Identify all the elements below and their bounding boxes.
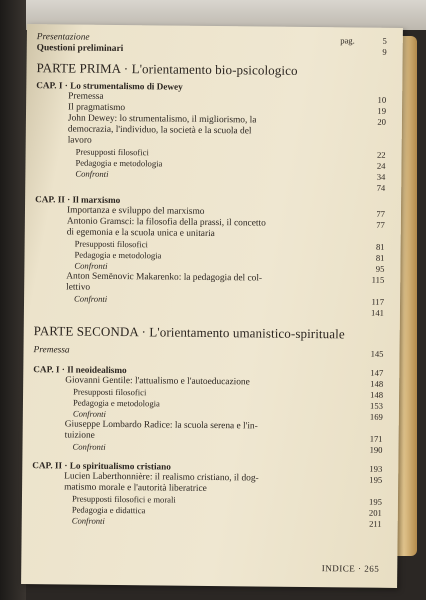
toc-entry-title: Confronti: [75, 168, 109, 179]
toc-entry-title: lavoro: [67, 135, 92, 146]
toc-page-number: 34: [376, 171, 386, 182]
toc-page-number: 148: [370, 378, 384, 389]
toc-entry-title: John Dewey: lo strumentalismo, il migliorismo, la: [67, 113, 257, 126]
toc-entry: [34, 304, 384, 319]
part-heading: [36, 60, 386, 80]
toc-entry-title: Anton Semënovic Makarenko: la pedagogia del col-: [66, 271, 263, 284]
toc-entry-title: Presupposti filosofici e morali: [71, 493, 176, 505]
toc-page-number: 148: [370, 389, 384, 400]
toc-entry-title: Confronti: [74, 260, 108, 271]
toc-entry: [37, 43, 387, 58]
toc-page-number: 5: [382, 35, 387, 46]
toc-entry-title: CAP. II · Il marxismo: [35, 194, 121, 206]
toc-entry-title: Antonio Gramsci: la filosofia della prassi, il concetto: [66, 216, 266, 229]
table-of-contents: [32, 28, 387, 530]
toc-entry-title: Premessa: [33, 345, 70, 356]
toc-entry-title: PARTE PRIMA · L'orientamento bio-psicologico: [36, 60, 298, 78]
toc-entry-title: Confronti: [71, 515, 105, 526]
toc-entry-title: PARTE SECONDA · L'orientamento umanistico-spirituale: [33, 323, 345, 342]
toc-page-number: 190: [369, 444, 383, 455]
toc-page-number: 24: [376, 160, 386, 171]
toc-page-number: 115: [371, 274, 385, 285]
toc-entry-title: Pedagogia e didattica: [71, 504, 146, 516]
toc-page-number: 153: [370, 400, 384, 411]
toc-page-number: 74: [376, 182, 386, 193]
toc-entry: [33, 345, 383, 360]
toc-page-number: 171: [369, 433, 383, 444]
toc-entry-title: Pedagogia e metodologia: [75, 157, 163, 169]
toc-page-number: 169: [369, 411, 383, 422]
toc-entry-title: Lucien Laberthonnière: il realismo cristiano, il dog-: [64, 471, 259, 484]
toc-page-number: 20: [377, 116, 386, 127]
toc-page-number: 77: [376, 219, 385, 230]
toc-entry: [32, 441, 382, 456]
toc-page-number: 195: [369, 474, 383, 485]
book-page: [21, 24, 403, 588]
toc-page-number: 22: [376, 149, 386, 160]
toc-entry-title: CAP. I · Lo strumentalismo di Dewey: [36, 80, 183, 92]
part-heading: [34, 323, 384, 343]
toc-entry-title: Giuseppe Lombardo Radice: la scuola serena e l'in-: [64, 419, 258, 432]
page-label: pag.: [340, 35, 355, 46]
toc-page-number: 211: [369, 518, 382, 529]
toc-entry-title: Presentazione: [36, 32, 90, 43]
toc-entry-title: lettivo: [66, 282, 91, 293]
toc-entry-title: Premessa: [68, 91, 104, 102]
toc-entry: [35, 179, 385, 194]
toc-entry-title: CAP. I · Il neoidealismo: [33, 364, 127, 376]
toc-entry: [32, 515, 382, 530]
page-footer: INDICE · 265: [321, 563, 380, 574]
toc-entry-title: Presupposti filosofici: [74, 238, 148, 250]
toc-entry-title: Presupposti filosofici: [73, 386, 147, 398]
toc-page-number: 147: [370, 367, 384, 378]
toc-entry-title: Pedagogia e metodologia: [72, 397, 160, 409]
toc-page-number: 141: [370, 307, 384, 318]
toc-entry-title: Pedagogia e metodologia: [74, 249, 162, 261]
toc-entry-title: Questioni preliminari: [36, 43, 124, 55]
toc-entry-title: Giovanni Gentile: l'attualismo e l'autoeducazione: [65, 375, 250, 388]
toc-page-number: 195: [369, 496, 383, 507]
toc-page-number: 9: [382, 46, 387, 57]
toc-entry-title: Confronti: [74, 293, 108, 304]
toc-page-number: 117: [371, 296, 385, 307]
toc-entry-title: di egemonia e la scuola unica e unitaria: [66, 227, 215, 240]
toc-page-number: 193: [369, 463, 383, 474]
toc-entry-title: Confronti: [72, 408, 107, 419]
toc-page-number: 77: [376, 208, 386, 219]
toc-page-number: 145: [370, 348, 384, 359]
toc-page-number: 19: [377, 105, 387, 116]
toc-entry-title: Confronti: [72, 441, 106, 452]
toc-entry-title: CAP. II · Lo spiritualismo cristiano: [32, 460, 171, 472]
toc-entry-title: Presupposti filosofici: [75, 146, 149, 158]
toc-page-number: 95: [375, 263, 385, 274]
toc-entry-title: Importanza e sviluppo del marxismo: [66, 205, 205, 217]
toc-entry-title: tuizione: [64, 430, 95, 441]
toc-entry-title: Il pragmatismo: [68, 102, 126, 114]
toc-page-number: 81: [375, 241, 385, 252]
toc-entry-title: matismo morale e l'autorità liberatrice: [64, 482, 207, 494]
toc-page-number: 10: [377, 94, 387, 105]
toc-page-number: 201: [368, 507, 382, 518]
toc-page-number: 81: [375, 252, 385, 263]
toc-entry-title: democrazia, l'individuo, la società e la scuola del: [67, 124, 252, 137]
